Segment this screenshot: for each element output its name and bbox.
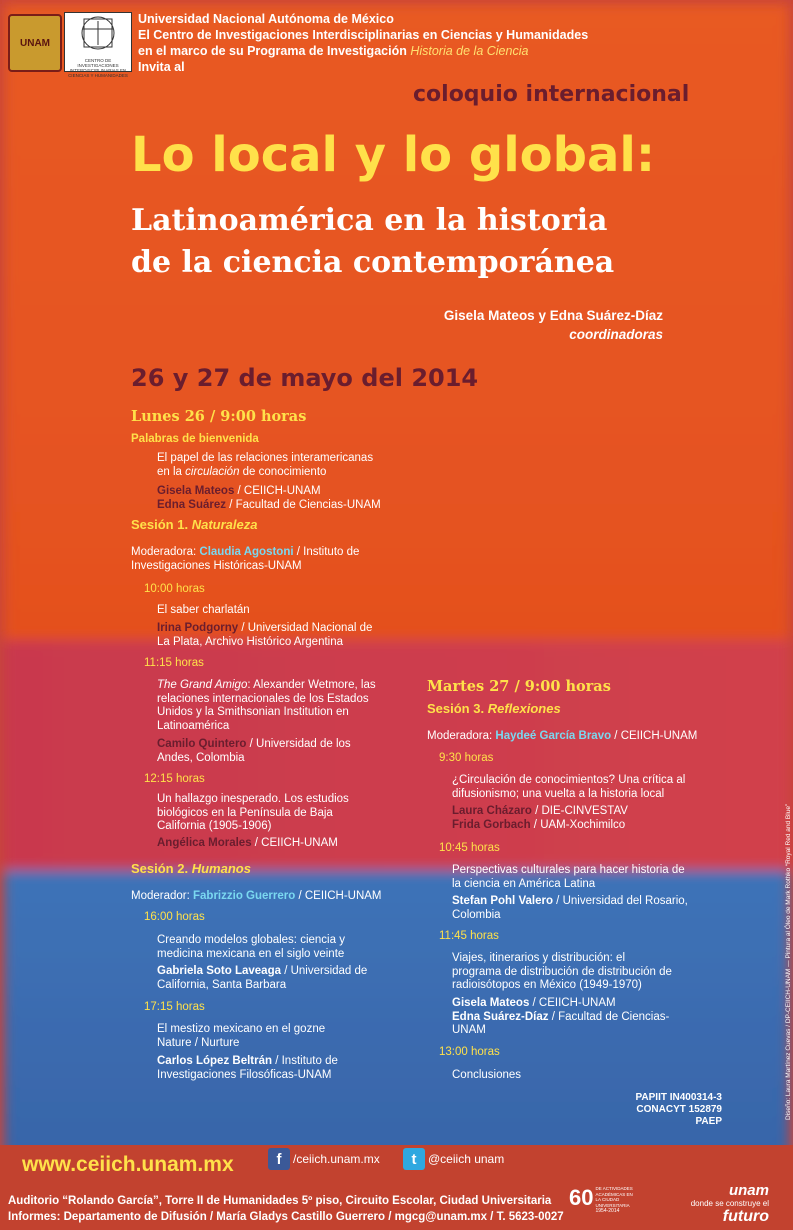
speaker-name: Angélica Morales [157,837,252,849]
speaker-name: Stefan Pohl Valero [452,895,553,907]
talk1-speaker [157,622,372,649]
speaker-affiliation: / UAM-Xochimilco [530,818,626,831]
header-text [138,11,588,75]
footer-venue: Auditorio “Rolando García”, Torre II de Humanidades 5º piso, Circuito Escolar, Ciudad Universitaria [8,1195,552,1207]
talk2-speaker-line1 [157,738,351,752]
speaker-name: Gisela Mateos [157,485,235,497]
twitter-handle: @ceiich unam [428,1152,505,1166]
anniversary-badge [569,1186,633,1222]
facebook-icon: f [268,1148,290,1170]
talk2-title-line2: relaciones internacionales de los Estados [157,692,369,705]
talk4-title [157,934,345,961]
talk6-title-line1: ¿Circulación de conocimientos? Una crítica al [452,774,686,786]
session2-moderator [131,890,382,904]
funding-papiit: PAPIIT IN400314-3 [635,1092,722,1103]
talk8-speaker-2-line2: UNAM [452,1024,486,1036]
main-title: Lo local y lo global: [131,127,656,183]
funding-credits [635,1092,722,1128]
moderator-label: Moderadora: [427,730,496,742]
talk7-title [452,864,685,891]
talk8-title-line1: Viajes, itinerarios y distribución: el [452,952,626,964]
talk2-title-italic: The Grand Amigo [157,679,248,691]
talk9-title: Conclusiones [452,1069,522,1081]
speaker-affiliation: / CEIICH-UNAM [251,837,338,849]
coordinators-names: Gisela Mateos y Edna Suárez-Díaz [443,308,663,323]
talk7-speaker [452,895,688,922]
day1-heading: Lunes 26 / 9:00 horas [131,408,307,425]
unam-logo [8,14,62,72]
session-name: Reflexiones [487,701,561,716]
moderator-name: Claudia Agostoni [199,546,294,558]
welcome-talk-line2 [157,466,373,480]
talk1-time: 10:00 horas [144,583,205,595]
talk7-title-line2: la ciencia en América Latina [452,877,596,890]
design-credit: Diseño: Laura Martínez Cuevas / DP-CEIICH-UNAM — Pintura al Óleo de Mark Rothko “Royal Red and Blue” [785,803,792,1120]
talk7-speaker-line1 [452,895,688,909]
unam-wordmark: unam [728,1182,769,1199]
session3-heading [427,701,561,716]
welcome-speaker-1 [157,485,381,499]
talk2-time: 11:15 horas [144,657,204,669]
footer-info [8,1193,563,1225]
talk2-speaker [157,738,351,765]
coordinators-role: coordinadoras [569,327,663,342]
session1-moderator [131,546,359,573]
talk6-time: 9:30 horas [439,752,494,764]
welcome-speakers [157,485,381,512]
session3-moderator [427,730,697,744]
speaker-name: Gisela Mateos [452,997,530,1009]
welcome-label: Palabras de bienvenida [131,433,259,445]
badge-text: DE ACTIVIDADES ACADÉMICAS EN LA CIUDAD UNIVERSITARIA [595,1186,633,1208]
welcome-talk-line2-it: circulación [185,465,240,478]
moderator-label: Moderadora: [131,546,200,558]
subtitle-line2: de la ciencia contemporánea [131,245,615,280]
speaker-name: Edna Suárez-Díaz [452,1010,549,1023]
website-link[interactable]: www.ceiich.unam.mx [22,1153,234,1176]
talk5-title-line2: Nature / Nurture [157,1036,240,1049]
unam-logo-text: UNAM [20,37,50,49]
talk8-time: 11:45 horas [439,930,499,942]
moderator-affiliation: / Instituto de [293,546,360,558]
talk5-title [157,1023,325,1050]
header-program-name: Historia de la Ciencia [410,44,529,58]
header-line3 [138,43,588,59]
funding-paep: PAEP [695,1116,722,1127]
talk7-time: 10:45 horas [439,842,500,854]
unam-footer-logo [691,1183,769,1225]
talk1-speaker-line2: La Plata, Archivo Histórico Argentina [157,635,344,648]
talk1-title: El saber charlatán [157,604,250,616]
talk6-title-line2: difusionismo; una vuelta a la historia local [452,787,665,800]
talk4-title-line2: medicina mexicana en el siglo veinte [157,947,345,960]
welcome-talk-line2-pre: en la [157,465,186,478]
unam-futuro: futuro [722,1208,769,1225]
moderator-label: Moderador: [131,890,194,902]
talk3-title [157,793,349,834]
speaker-name: Frida Gorbach [452,818,531,831]
speaker-affiliation: / Facultad de Ciencias- [548,1010,670,1023]
welcome-speaker-2 [157,499,381,513]
header-line1: Universidad Nacional Autónoma de México [138,12,394,26]
session-name: Naturaleza [191,517,258,532]
moderator-line1 [131,546,359,560]
talk5-speaker-line2: Investigaciones Filosóficas-UNAM [157,1068,332,1081]
speaker-name: Laura Cházaro [452,805,532,817]
speaker-affiliation: / DIE-CINVESTAV [531,805,628,817]
talk5-speaker-line1 [157,1055,338,1069]
session-name: Humanos [191,861,251,876]
session-label: Sesión 1. [131,517,192,532]
moderator-name: Fabrizzio Guerrero [193,890,296,902]
speaker-affiliation: / Universidad del Rosario, [552,895,688,907]
talk5-time: 17:15 horas [144,1001,205,1013]
speaker-name: Gabriela Soto Laveaga [157,965,281,977]
talk3-title-line2: biológicos en la Península de Baja [157,806,333,819]
talk3-time: 12:15 horas [144,773,205,785]
twitter-icon: t [403,1148,425,1170]
footer-contact: Informes: Departamento de Difusión / María Gladys Castillo Guerrero / mgcg@unam.mx / T. 5623-0027 [8,1211,564,1223]
subtitle-line1: Latinoamérica en la historia [131,203,608,238]
badge-text-group [595,1186,633,1214]
day2-heading: Martes 27 / 9:00 horas [427,678,611,695]
talk6-title [452,774,685,801]
facebook-handle: /ceiich.unam.mx [293,1152,380,1166]
speaker-affiliation: / CEIICH-UNAM [234,485,321,497]
moderator-line2: Investigaciones Históricas-UNAM [131,559,302,572]
ceiich-logo [64,12,132,78]
talk4-speaker-line2: California, Santa Barbara [157,978,287,991]
talk9-time: 13:00 horas [439,1046,500,1058]
talk4-speaker [157,965,367,992]
speaker-name: Carlos López Beltrán [157,1055,273,1067]
talk8-title [452,952,672,993]
talk2-title-line4: Latinoamérica [157,719,230,732]
talk7-title-line1: Perspectivas culturales para hacer historia de [452,864,685,876]
talk6-speaker-1 [452,805,628,819]
talk5-title-line1: El mestizo mexicano en el gozne [157,1023,326,1035]
event-dates: 26 y 27 de mayo del 2014 [131,364,479,392]
session-label: Sesión 3. [427,701,488,716]
talk5-speaker [157,1055,338,1082]
twitter-link[interactable] [403,1148,504,1170]
talk2-title-line1 [157,679,376,693]
speaker-affiliation: / Facultad de Ciencias-UNAM [226,498,381,511]
subtitle [131,200,614,284]
header-line3-text: en el marco de su Programa de Investigación [138,44,411,58]
funding-conacyt: CONACYT 152879 [636,1104,722,1115]
ceiich-logo-text: CENTRO DE INVESTIGACIONES INTERDISCIPLINARIAS EN CIENCIAS Y HUMANIDADES [68,58,128,78]
speaker-name: Camilo Quintero [157,738,247,750]
session-label: Sesión 2. [131,861,192,876]
talk2-title-line3: Unidos y la Smithsonian Institution en [157,706,349,718]
moderator-affiliation: / CEIICH-UNAM [611,730,698,742]
talk6-speakers [452,805,628,832]
unam-tagline: donde se construye el [690,1199,769,1208]
talk3-title-line3: California (1905-1906) [157,820,272,832]
speaker-name: Irina Podgorny [157,622,239,634]
moderator-affiliation: / CEIICH-UNAM [295,890,382,902]
talk8-title-line3: radioisótopos en México (1949-1970) [452,979,642,991]
speaker-affiliation: / CEIICH-UNAM [529,997,616,1009]
talk1-speaker-line1 [157,622,372,636]
facebook-link[interactable] [268,1148,380,1170]
header-line4: Invita al [138,60,185,74]
talk4-speaker-line1 [157,965,367,979]
session1-heading [131,517,257,532]
speaker-affiliation: / Universidad Nacional de [238,622,373,634]
talk2-title-line1-text: : Alexander Wetmore, las [247,679,376,691]
talk8-speaker-1 [452,997,669,1011]
talk8-speakers [452,997,669,1038]
talk8-speaker-2 [452,1011,669,1025]
speaker-name: Edna Suárez [157,498,227,511]
moderator-name: Haydeé García Bravo [495,730,612,742]
vitruvian-icon [65,13,131,53]
badge-years: 1954-2014 [595,1208,620,1214]
talk2-speaker-line2: Andes, Colombia [157,751,245,764]
session2-heading [131,861,251,876]
header-line2: El Centro de Investigaciones Interdisciplinarias en Ciencias y Humanidades [138,28,589,42]
speaker-affiliation: / Universidad de [281,965,368,977]
speaker-affiliation: / Universidad de los [246,738,351,750]
coloquio-label: coloquio internacional [413,82,690,107]
talk4-title-line1: Creando modelos globales: ciencia y [157,934,345,946]
talk7-speaker-line2: Colombia [452,908,501,921]
talk3-speaker [157,837,338,851]
talk2-title [157,679,376,733]
talk4-time: 16:00 horas [144,911,205,923]
coordinators [444,306,663,344]
speaker-affiliation: / Instituto de [272,1055,338,1067]
welcome-talk-line1: El papel de las relaciones interamericanas [157,452,374,464]
welcome-talk-line2-post: de conocimiento [239,465,327,478]
talk8-title-line2: programa de distribución de distribución de [452,965,672,978]
talk6-speaker-2 [452,819,628,833]
talk3-title-line1: Un hallazgo inesperado. Los estudios [157,793,349,805]
badge-number: 60 [569,1185,594,1210]
welcome-talk [157,452,373,479]
